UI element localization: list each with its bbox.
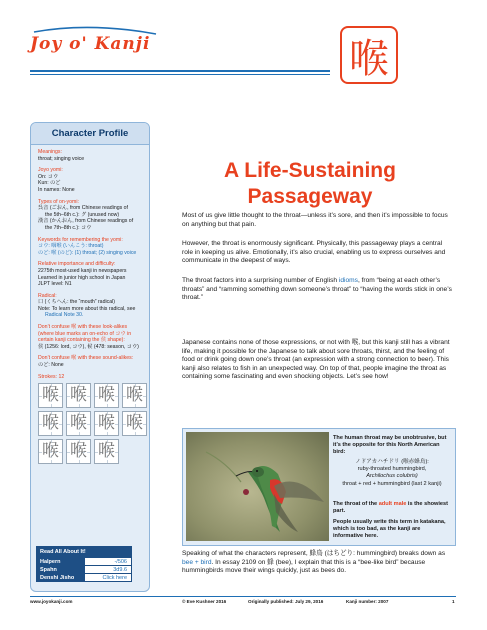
names-yomi: In names: None — [38, 186, 75, 193]
types-line: the 5th–6th c.): グ (unused now) — [45, 211, 120, 218]
caption-showiest: The throat of the adult male is the showiest part. — [333, 501, 449, 515]
footer-copyright: © Eve Kushner 2016 — [182, 599, 227, 604]
on-yomi: On: コウ — [38, 173, 59, 180]
radical-line: Note: To learn more about this radical, see — [38, 305, 136, 312]
bee-bird-link[interactable]: bee + bird — [182, 558, 212, 566]
reference-row — [37, 565, 131, 573]
caption-term: ノドアカハチドリ (喉赤蜂鳥): — [355, 459, 429, 465]
importance-label: Relative importance and difficulty: — [38, 261, 116, 268]
lookalikes-label: Don’t confuse 喉 with these look-alikes — [38, 324, 128, 331]
lookalikes-line: 侯 (1256: lord, コウ), 候 (478: season, コウ) — [38, 343, 139, 350]
read-all-about-it-box — [36, 546, 132, 582]
footer-page-number: 1 — [452, 599, 455, 604]
paragraph: Speaking of what the characters represent, 蜂鳥 (はちどり: hummingbird) breaks down as bee + bird. In essay 2109 on 蜂 (bee), I explain that this is a “bee-like bird” because hummingbirds move their wings quickly, just as bees do. — [182, 550, 446, 575]
stroke-frame: 喉 — [38, 383, 63, 408]
read-all-about-it-title: Read All About It! — [37, 547, 131, 557]
keyword-line: コウ: 咽喉 (いんこう: throat) — [38, 243, 104, 250]
soundalikes-label: Don’t confuse 喉 with these sound-alikes: — [38, 355, 134, 362]
paragraph: However, the throat is enormously significant. Physically, this passageway plays a central role in keeping us alive. Emotionally, it’s also crucial, enabling us to express ourselves and communicate in the deepest of ways. — [182, 240, 446, 265]
stroke-frame: 喉 — [94, 439, 119, 464]
caption-katakana-note: People usually write this term in katakana, which is too bad, as the kanji are informative here. — [333, 519, 446, 540]
caption-intro: The human throat may be unobtrusive, but it’s the opposite for this North American bird: — [333, 435, 447, 456]
idioms-link[interactable]: idioms — [338, 277, 358, 284]
reference-row — [37, 573, 131, 581]
lookalikes-label: certain kanji containing the 侯 shape): — [38, 337, 125, 344]
logo-text: Joy o' Kanji — [30, 34, 151, 54]
reference-name: Denshi Jisho — [37, 574, 85, 581]
reference-link[interactable]: -/506 — [114, 559, 127, 565]
keywords-label: Keywords for remembering the yomi: — [38, 236, 123, 243]
paragraph: Japanese contains none of those expressions, or not with 喉, but this kanji still has a vibrant life, making it possible for the Japanese to talk about sore throats, thirst, and the feeling of food or drink going down one’s throat (an expression with a strong connection to beer). This kanji also relates to fish in an unexpected way. On top of that, people imagine the throat as containing some fascinating and even shocking objects. Let’s see how! — [182, 339, 450, 381]
lookalikes-label: (where blue marks an on-echo of コウ in — [38, 330, 132, 337]
footer-published: Originally published: July 29, 2016 — [248, 599, 324, 604]
hummingbird-photo — [186, 432, 329, 541]
stroke-frame: 喉 — [38, 439, 63, 464]
meanings-label: Meanings: — [38, 149, 62, 155]
keyword-line: のど: 喉 (のど): (1) throat; (2) singing voice — [38, 249, 137, 256]
reference-link[interactable]: Click here — [102, 575, 127, 581]
importance-line: 2275th most-used kanji in newspapers — [38, 267, 127, 274]
importance-line: JLPT level: N1 — [38, 281, 72, 288]
types-label: Types of on-yomi: — [38, 198, 79, 205]
joyo-yomi-label: Joyo yomi: — [38, 167, 63, 174]
reference-link[interactable]: 3d9.6 — [113, 567, 127, 573]
kun-yomi: Kun: のど — [38, 180, 61, 187]
caption-english: ruby-throated hummingbird, — [357, 466, 427, 472]
stroke-frame: 喉 — [94, 383, 119, 408]
sidebar-title: Character Profile — [31, 123, 149, 145]
footer-kanji-number: Kanji number: 2007 — [346, 599, 389, 604]
stroke-frame: 喉 — [66, 383, 91, 408]
caption-latin: Archilochus colubris) — [366, 473, 418, 479]
stroke-frame: 喉 — [94, 411, 119, 436]
paragraph: Most of us give little thought to the throat—unless it’s sore, and then it’s impossible to focus on anything but that pain. — [182, 212, 448, 228]
types-line: 呉音 (ごおん, from Chinese readings of — [38, 205, 128, 212]
soundalikes-line: のど: None — [38, 362, 64, 369]
reference-name: Spahn — [37, 566, 85, 573]
hummingbird-figure — [182, 428, 456, 546]
stroke-frame: 喉 — [38, 411, 63, 436]
stroke-frame: 喉 — [66, 439, 91, 464]
types-line: the 7th–8th c.): コウ — [45, 224, 92, 231]
footer-site[interactable]: www.joyokanji.com — [30, 599, 73, 604]
kanji-badge: 喉 — [340, 26, 398, 84]
strokes-label: Strokes: 12 — [38, 373, 65, 380]
meanings-text: throat; singing voice — [38, 155, 85, 162]
header-rule — [30, 70, 330, 72]
joy-o-kanji-logo — [30, 24, 160, 64]
types-line: 漢音 (かんおん, from Chinese readings of — [38, 218, 134, 225]
radical-label: Radical: — [38, 292, 57, 299]
paragraph: The throat factors into a surprising number of English idioms, from “being at each other’s throats” and “ramming something down someone’s throat” to “having the words stick in one’s throat.” — [182, 277, 452, 302]
reference-name: Halpern — [37, 558, 85, 565]
footer-rule — [30, 596, 456, 597]
character-profile-sidebar — [30, 122, 150, 592]
importance-line: Learned in junior high school in Japan — [38, 274, 126, 281]
stroke-frame: 喉 — [66, 411, 91, 436]
radical-note-link[interactable]: Radical Note 30. — [45, 312, 84, 319]
stroke-order-grid — [38, 383, 144, 464]
stroke-frame: 喉 — [122, 383, 147, 408]
caption-breakdown: throat + red + hummingbird (last 2 kanji) — [342, 481, 442, 487]
radical-line: 口 (くちへん: the “mouth” radical) — [38, 299, 115, 306]
stroke-frame: 喉 — [122, 411, 147, 436]
reference-row — [37, 557, 131, 565]
header-rule-thin — [30, 74, 330, 75]
page-title: A Life-Sustaining Passageway — [224, 159, 396, 208]
